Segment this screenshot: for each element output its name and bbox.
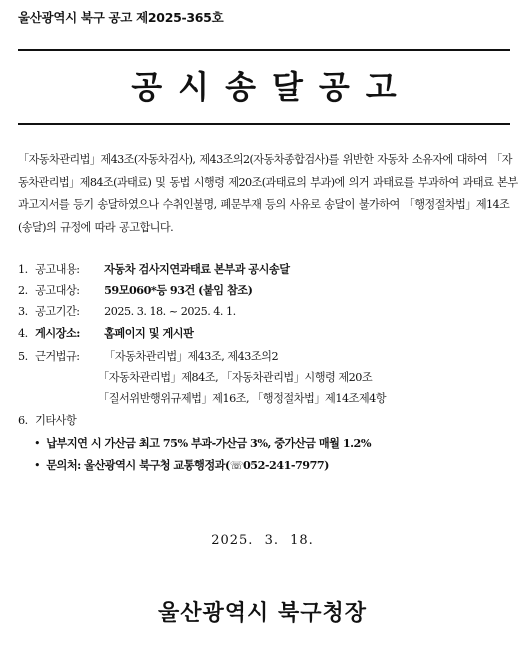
basis-line: 「자동차관리법」제84조, 「자동차관리법」시행령 제20조	[98, 371, 373, 384]
item-label: 게시장소:	[35, 326, 80, 340]
item-value: 「자동차관리법」제43조, 제43조의2	[104, 350, 279, 363]
item-basis	[18, 348, 278, 364]
telephone-icon: ☏	[229, 459, 244, 472]
item-label: 공고기간:	[35, 305, 80, 318]
item-label: 기타사항	[35, 414, 77, 427]
bullet-text: 문의처: 울산광역시 북구청 교통행정과(	[46, 458, 230, 472]
item-number: 4.	[18, 327, 28, 340]
basis-line: 「질서위반행위규제법」제16조, 「행정절차법」제14조제4항	[98, 392, 387, 405]
item-value: 2025. 3. 18. ~ 2025. 4. 1.	[104, 305, 236, 318]
notice-date: 2025. 3. 18.	[211, 533, 314, 548]
item-value: 자동차 검사지연과태료 본부과 공시송달	[104, 262, 290, 276]
bullet-item	[34, 457, 329, 473]
bullet-dot: •	[34, 459, 47, 472]
item-number: 5.	[18, 350, 28, 363]
item-number: 1.	[18, 263, 28, 276]
item-content	[18, 261, 290, 277]
item-label: 공고대상:	[35, 284, 80, 297]
item-label: 근거법규:	[35, 350, 80, 363]
bullet-text-phone: 052-241-7977)	[243, 458, 329, 472]
item-label: 공고내용:	[35, 263, 80, 276]
bullet-text: 납부지연 시 가산금 최고 75% 부과-가산금 3%, 중가산금 매월 1.2%	[46, 436, 371, 450]
bullet-dot: •	[34, 437, 47, 450]
item-value: 59모060*등 93건 (붙임 참조)	[104, 283, 253, 297]
item-value: 홈페이지 및 게시판	[104, 326, 194, 340]
item-target	[18, 282, 252, 298]
item-number: 2.	[18, 284, 28, 297]
notice-number: 울산광역시 북구 공고 제2025-365호	[18, 10, 224, 25]
item-other	[18, 412, 76, 428]
top-divider	[18, 49, 510, 51]
title-divider	[18, 123, 510, 125]
item-number: 6.	[18, 414, 28, 427]
item-number: 3.	[18, 305, 28, 318]
body-paragraph: 「자동차관리법」제43조(자동차검사), 제43조의2(자동차종합검사)를 위반한 자동차 소유자에 대하여 「자동차관리법」제84조(과태료) 및 동법 시행령 제20조(과태료의 부과)에 의거 과태료를 부과하여 과태료 본부과고지서를 등기 송달하였으나 수취인불명, 폐문부재 등의 사유로 송달이 불가하여 「행정절차법」제14조(송달)의 규정에 따라 공고합니다.	[18, 153, 518, 234]
bullet-item	[34, 435, 371, 451]
signer-name: 울산광역시 북구청장	[158, 601, 367, 626]
item-location	[18, 325, 193, 341]
document-title: 공시송달공고	[131, 68, 413, 106]
item-period	[18, 303, 236, 319]
